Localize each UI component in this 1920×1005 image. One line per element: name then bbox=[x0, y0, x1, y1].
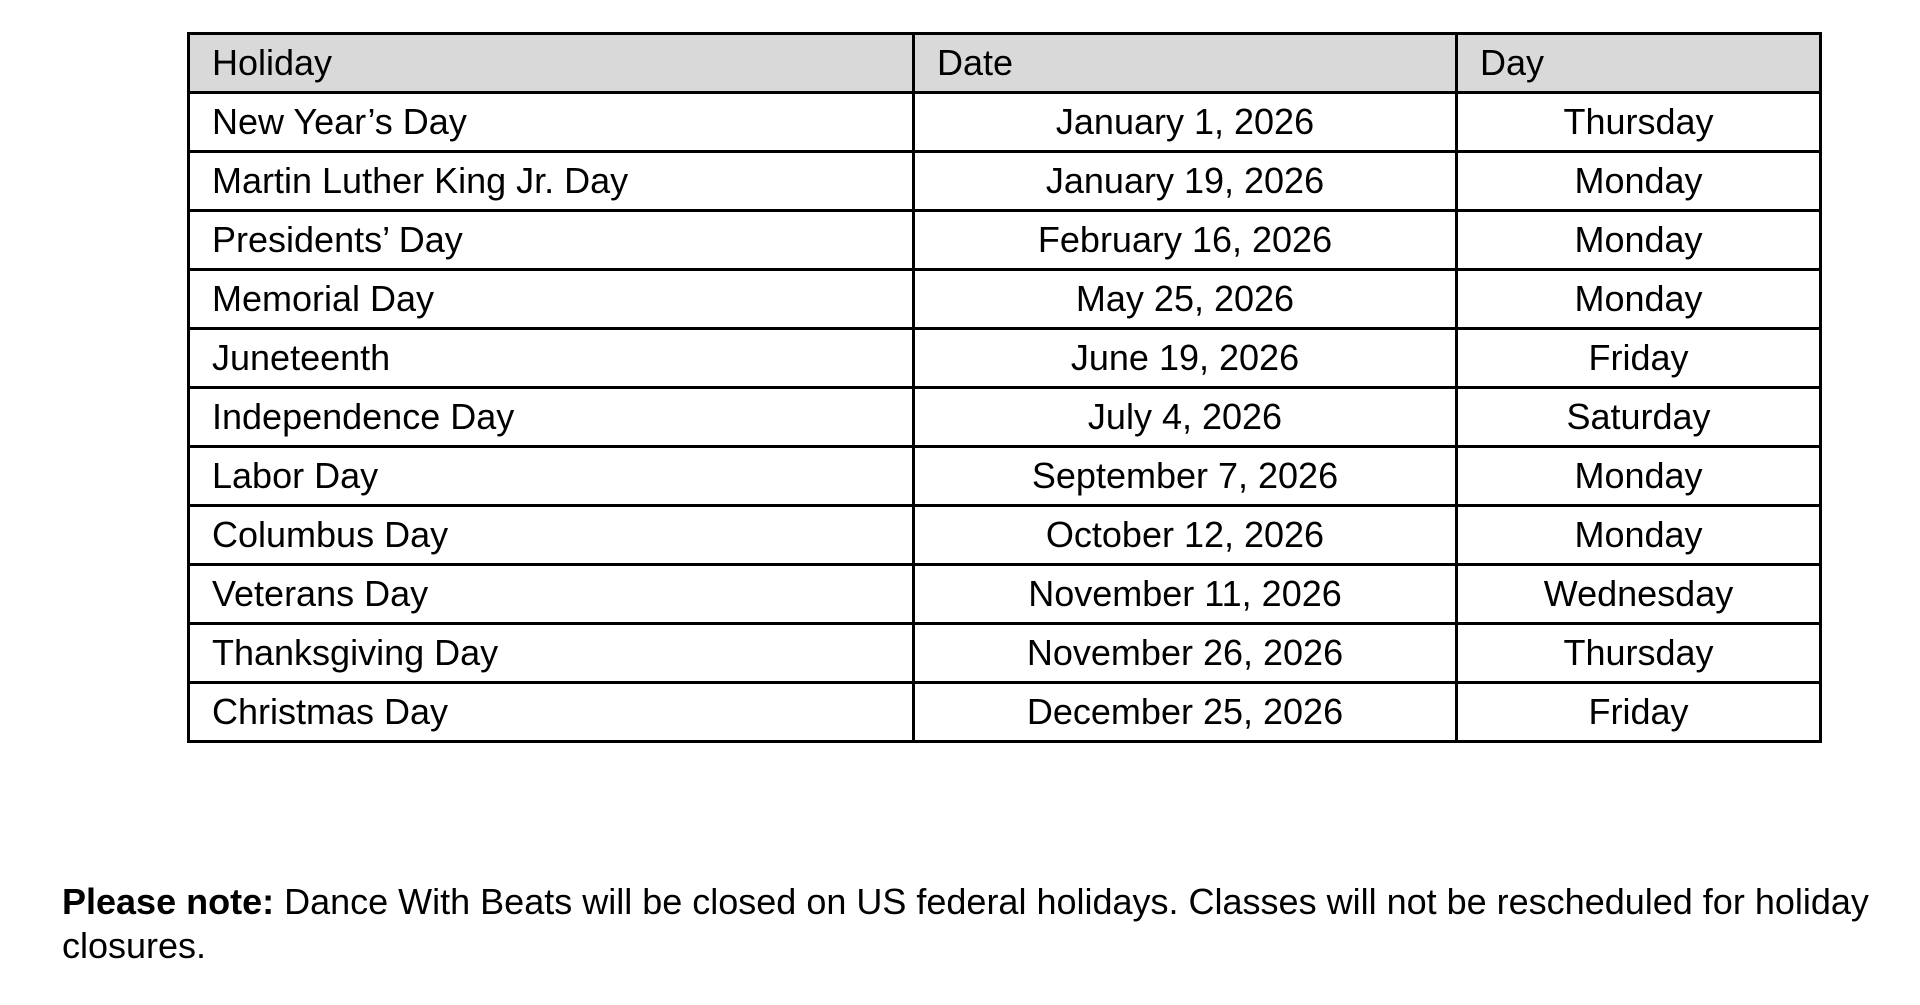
table-row bbox=[189, 565, 1821, 624]
holiday-day-cell: Monday bbox=[1457, 447, 1821, 506]
table-row bbox=[189, 211, 1821, 270]
holiday-name-cell: New Year’s Day bbox=[189, 93, 914, 152]
holiday-day-cell: Thursday bbox=[1457, 93, 1821, 152]
table-row bbox=[189, 270, 1821, 329]
closure-note bbox=[62, 880, 1892, 968]
holiday-day-cell: Friday bbox=[1457, 683, 1821, 742]
holiday-name-cell: Independence Day bbox=[189, 388, 914, 447]
table-row bbox=[189, 447, 1821, 506]
holiday-table bbox=[187, 32, 1822, 743]
table-row bbox=[189, 506, 1821, 565]
holiday-date-cell: February 16, 2026 bbox=[914, 211, 1457, 270]
holiday-date-cell: September 7, 2026 bbox=[914, 447, 1457, 506]
holiday-day-cell: Thursday bbox=[1457, 624, 1821, 683]
holiday-day-cell: Friday bbox=[1457, 329, 1821, 388]
column-header-date: Date bbox=[914, 34, 1457, 93]
holiday-name-cell: Columbus Day bbox=[189, 506, 914, 565]
holiday-name-cell: Martin Luther King Jr. Day bbox=[189, 152, 914, 211]
holiday-name-cell: Memorial Day bbox=[189, 270, 914, 329]
column-header-day: Day bbox=[1457, 34, 1821, 93]
holiday-name-cell: Labor Day bbox=[189, 447, 914, 506]
table-row bbox=[189, 93, 1821, 152]
holiday-name-cell: Christmas Day bbox=[189, 683, 914, 742]
holiday-date-cell: November 26, 2026 bbox=[914, 624, 1457, 683]
table-row bbox=[189, 683, 1821, 742]
holiday-date-cell: January 1, 2026 bbox=[914, 93, 1457, 152]
holiday-date-cell: December 25, 2026 bbox=[914, 683, 1457, 742]
holiday-day-cell: Monday bbox=[1457, 211, 1821, 270]
note-text: Dance With Beats will be closed on US federal holidays. Classes will not be rescheduled for holiday closures. bbox=[62, 881, 1869, 966]
holiday-day-cell: Monday bbox=[1457, 270, 1821, 329]
holiday-date-cell: June 19, 2026 bbox=[914, 329, 1457, 388]
holiday-day-cell: Wednesday bbox=[1457, 565, 1821, 624]
holiday-date-cell: January 19, 2026 bbox=[914, 152, 1457, 211]
holiday-name-cell: Thanksgiving Day bbox=[189, 624, 914, 683]
table-row bbox=[189, 624, 1821, 683]
holiday-date-cell: November 11, 2026 bbox=[914, 565, 1457, 624]
table-header-row bbox=[189, 34, 1821, 93]
holiday-date-cell: May 25, 2026 bbox=[914, 270, 1457, 329]
note-label: Please note: bbox=[62, 881, 275, 922]
column-header-holiday: Holiday bbox=[189, 34, 914, 93]
table-row bbox=[189, 329, 1821, 388]
holiday-date-cell: October 12, 2026 bbox=[914, 506, 1457, 565]
holiday-name-cell: Presidents’ Day bbox=[189, 211, 914, 270]
table-row bbox=[189, 388, 1821, 447]
holiday-name-cell: Juneteenth bbox=[189, 329, 914, 388]
holiday-date-cell: July 4, 2026 bbox=[914, 388, 1457, 447]
holiday-day-cell: Monday bbox=[1457, 506, 1821, 565]
table-row bbox=[189, 152, 1821, 211]
holiday-day-cell: Monday bbox=[1457, 152, 1821, 211]
holiday-day-cell: Saturday bbox=[1457, 388, 1821, 447]
holiday-name-cell: Veterans Day bbox=[189, 565, 914, 624]
